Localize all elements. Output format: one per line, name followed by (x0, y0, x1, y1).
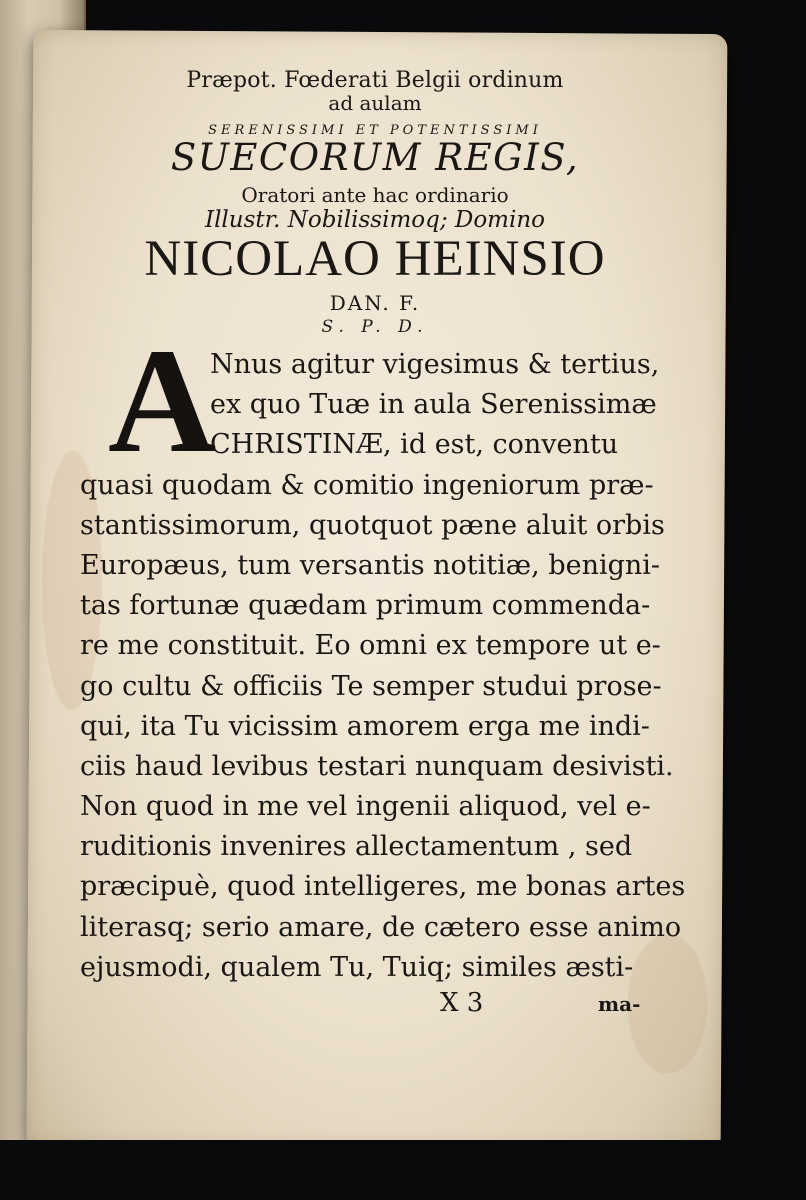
body-line: stantissimorum, quotquot pæne aluit orbis (80, 509, 665, 541)
addressee-name: NICOLAO HEINSIO (144, 231, 606, 287)
heading-line: SUECORUM REGIS, (170, 136, 580, 179)
body-line: Non quod in me vel ingenii aliquod, vel e- (80, 791, 651, 823)
body-line: ruditionis invenires allectamentum , sed (80, 831, 633, 863)
heading-line: SERENISSIMI ET POTENTISSIMI (208, 123, 542, 138)
drop-cap: A (108, 318, 217, 484)
catchword: ma- (598, 992, 641, 1016)
body-line: quasi quodam & comitio ingeniorum præ- (80, 469, 654, 501)
body-line: Nnus agitur vigesimus & tertius, (210, 349, 660, 380)
body-line: qui, ita Tu vicissim amorem erga me indi- (80, 710, 650, 742)
heading-line: ad aulam (328, 91, 422, 115)
heading-line: Præpot. Fœderati Belgii ordinum (186, 68, 564, 93)
body-line: go cultu & officiis Te semper studui prose- (80, 670, 662, 702)
body-line: ejusmodi, qualem Tu, Tuiq; similes æsti- (80, 951, 634, 983)
page-text (80, 38, 686, 1028)
salutation: S. P. D. (321, 317, 429, 337)
body-line: præcipuè, quod intelligeres, me bonas artes (80, 871, 686, 903)
body-line: ciis haud levibus testari nunquam desivisti. (80, 750, 674, 782)
body-line: re me constituit. Eo omni ex tempore ut e- (80, 630, 661, 662)
table-shadow (0, 1140, 806, 1200)
body-line: CHRISTINÆ, id est, conventu (210, 429, 619, 461)
signature-mark: X 3 (440, 988, 484, 1018)
heading-line: Oratori ante hac ordinario (241, 183, 509, 207)
heading-line: DAN. F. (329, 291, 421, 315)
heading-line: Illustr. Nobilissimoq; Domino (204, 207, 546, 233)
body-line: ex quo Tuæ in aula Serenissimæ (210, 389, 657, 421)
body-line: tas fortunæ quædam primum commenda- (80, 590, 651, 622)
body-line: Europæus, tum versantis notitiæ, benigni- (80, 549, 661, 581)
page-footer (80, 988, 670, 1028)
body-line: literasq; serio amare, de cætero esse animo (80, 911, 682, 943)
